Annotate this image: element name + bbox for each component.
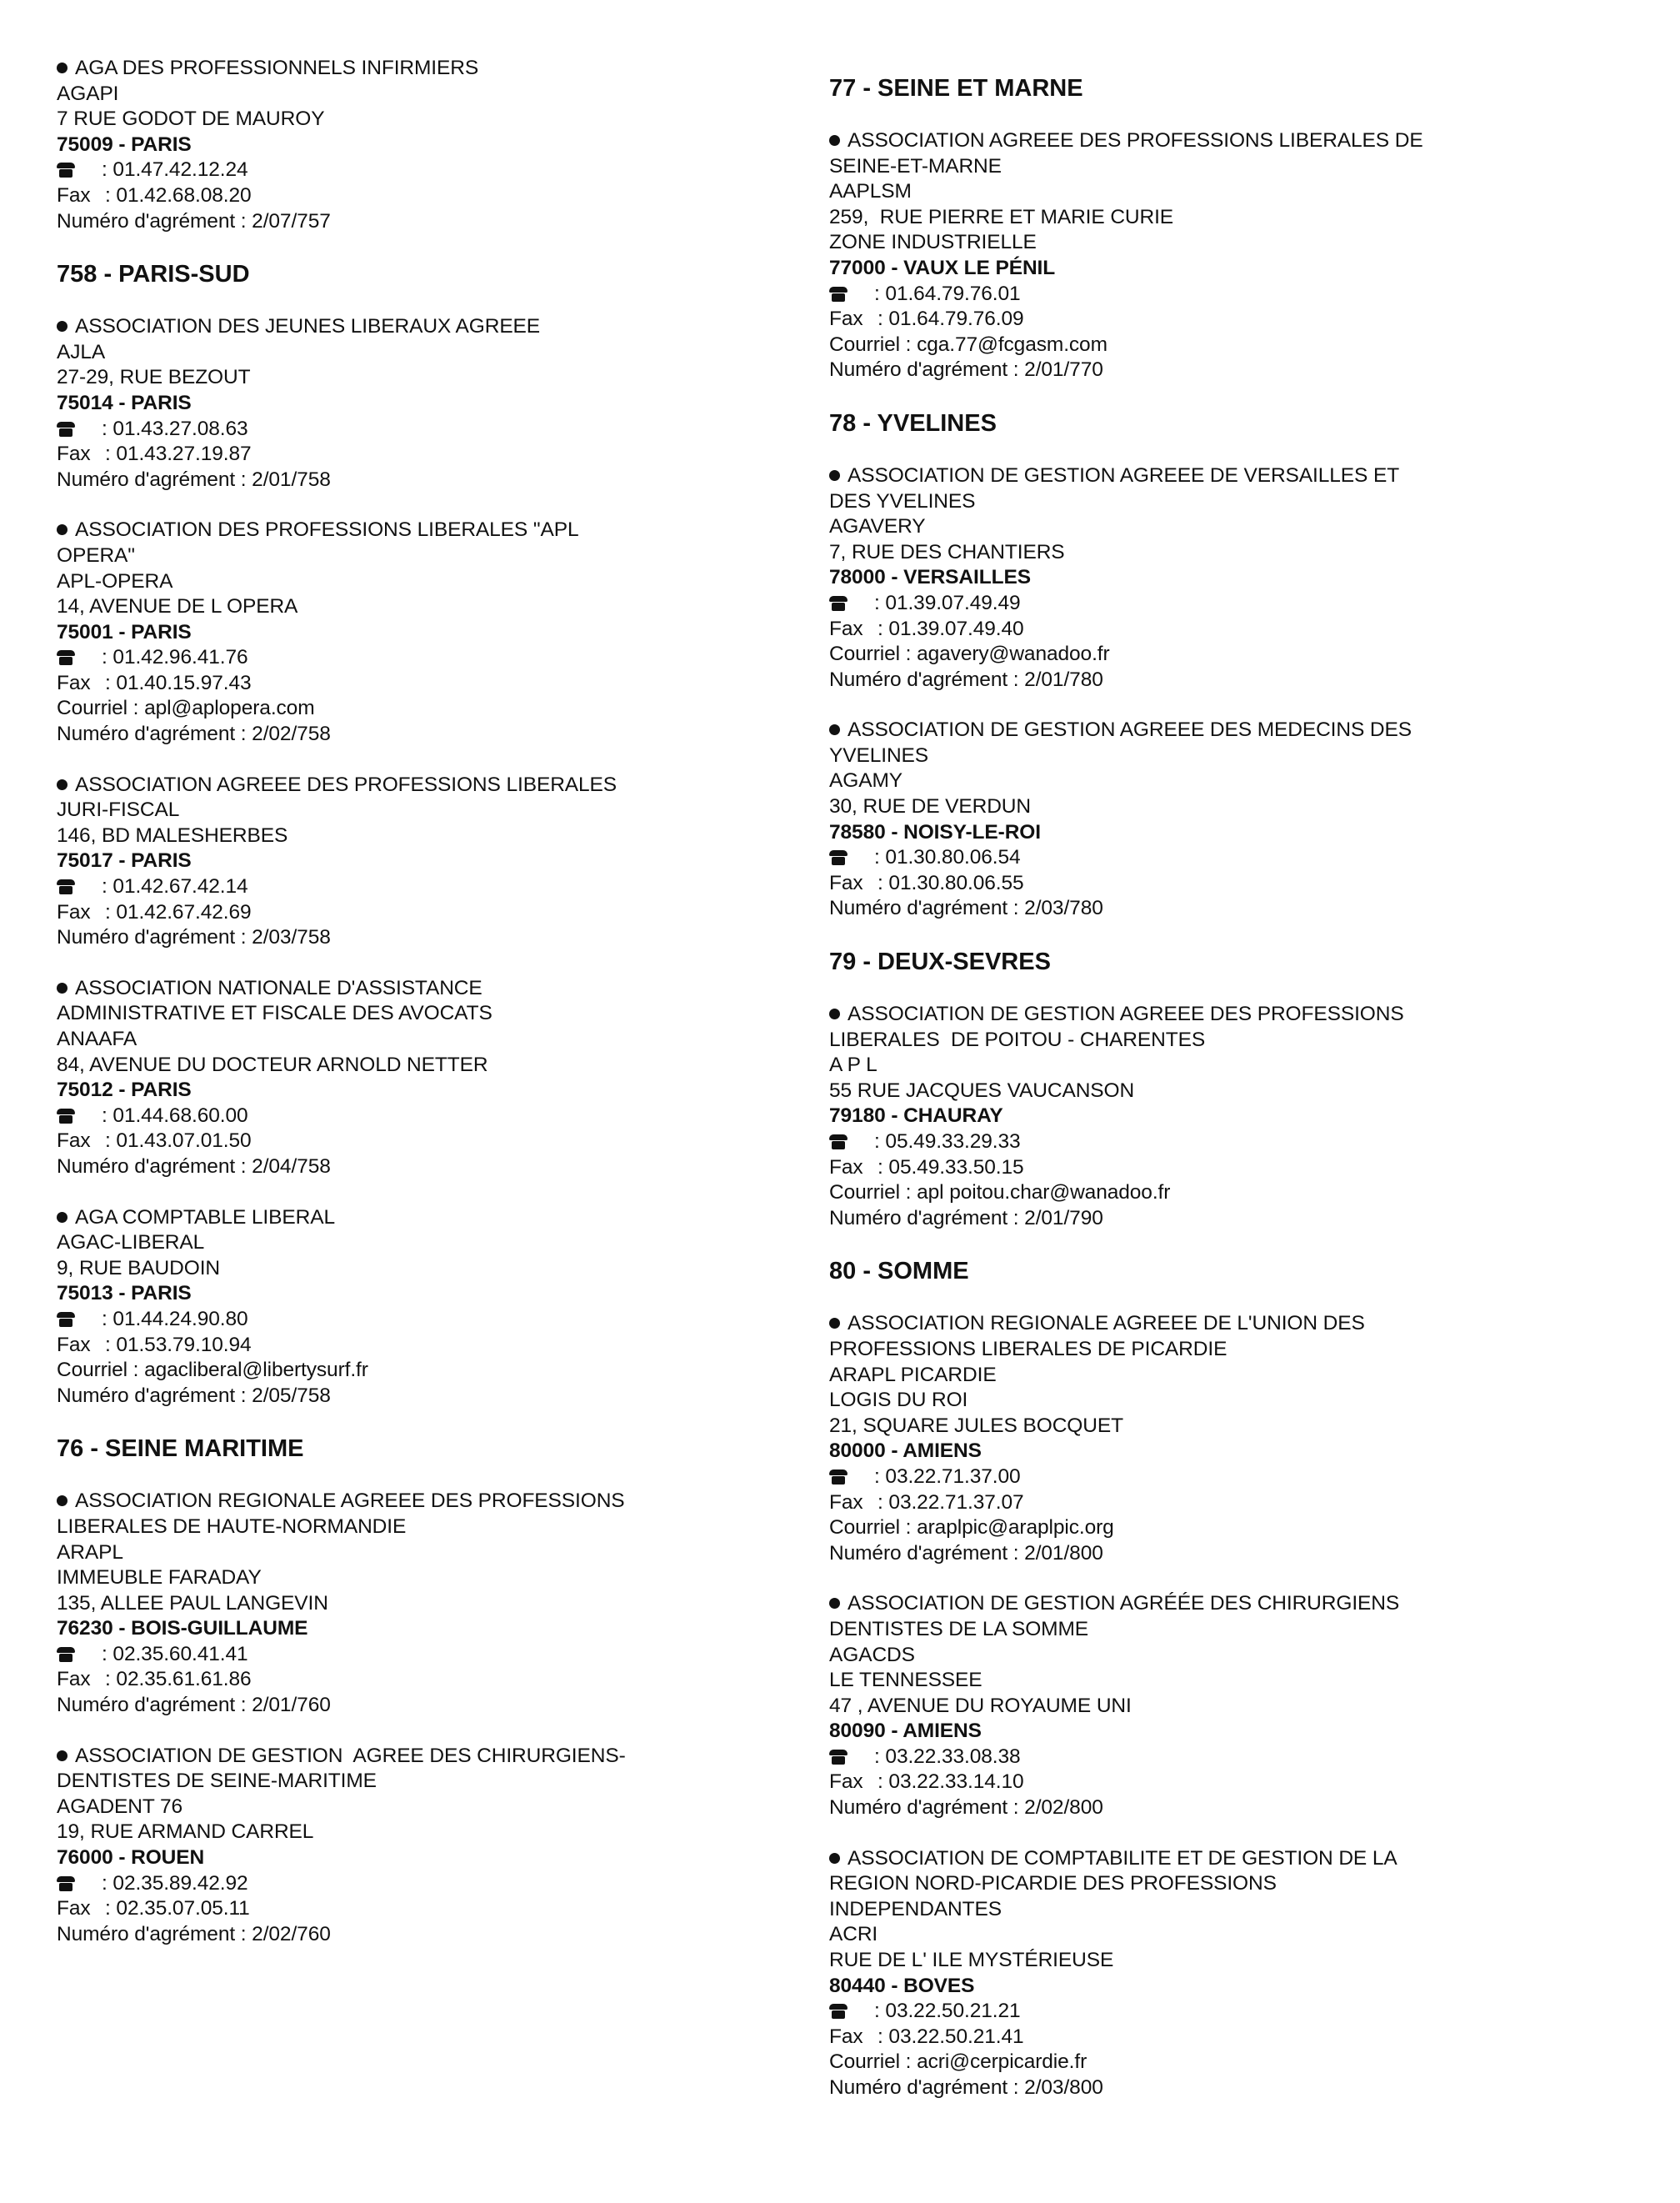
directory-entry: [829, 1846, 1654, 2101]
fax-number: : 01.42.67.42.69: [105, 900, 252, 924]
bullet-icon: [57, 983, 68, 994]
entry-name-text: ASSOCIATION DE GESTION AGREEE DE VERSAILLES ET: [848, 463, 1400, 487]
entry-name-line: [829, 718, 1654, 744]
phone-icon: [57, 879, 75, 894]
entry-name-line: [829, 154, 1654, 180]
entry-address: 7 RUE GODOT DE MAUROY: [57, 108, 325, 131]
phone-icon: [57, 1109, 75, 1124]
phone-icon: [57, 422, 75, 437]
fax-label: Fax: [829, 308, 863, 331]
entry-name-text: ASSOCIATION DE GESTION AGRÉÉE DES CHIRURGIENS: [848, 1592, 1400, 1615]
entry-phone: [57, 1871, 823, 1897]
entry-agrement: Numéro d'agrément : 2/02/760: [57, 1922, 331, 1945]
entry-name-line: [57, 543, 823, 569]
entry-name-line: [57, 1515, 823, 1540]
entry-fax: [829, 1770, 1654, 1795]
entry-agrement: Numéro d'agrément : 2/01/800: [829, 1541, 1103, 1565]
entry-name-text: AGA DES PROFESSIONNELS INFIRMIERS: [75, 57, 479, 79]
entry-email: Courriel : apl poitou.char@wanadoo.fr: [829, 1181, 1171, 1204]
phone-number: : 01.44.24.90.80: [102, 1307, 248, 1330]
entry-name-line: [829, 1617, 1654, 1643]
entry-name-line: [829, 128, 1654, 154]
entry-city: 75013 - PARIS: [57, 1282, 192, 1305]
entry-acronym: JURI-FISCAL: [57, 799, 180, 822]
phone-number: : 02.35.60.41.41: [102, 1642, 248, 1665]
fax-number: : 05.49.33.50.15: [878, 1155, 1024, 1179]
entry-city: 76230 - BOIS-GUILLAUME: [57, 1617, 308, 1640]
entry-fax: [829, 1490, 1654, 1516]
fax-label: Fax: [57, 1897, 91, 1920]
entry-email: Courriel : agacliberal@libertysurf.fr: [57, 1359, 368, 1382]
phone-number: : 05.49.33.29.33: [874, 1130, 1021, 1153]
entry-name-line: [829, 744, 1654, 769]
phone-number: : 03.22.50.21.21: [874, 2000, 1021, 2023]
entry-address: RUE DE L' ILE MYSTÉRIEUSE: [829, 1949, 1114, 1972]
entry-name-text: ASSOCIATION DE GESTION AGREEE DES MEDECINS DES: [848, 718, 1412, 742]
phone-icon: [57, 1647, 75, 1662]
fax-number: : 01.43.07.01.50: [105, 1129, 252, 1153]
section-heading: 77 - SEINE ET MARNE: [829, 75, 1083, 102]
bullet-icon: [829, 1853, 840, 1864]
entry-city: 75017 - PARIS: [57, 849, 192, 873]
entry-acronym: ARAPL: [57, 1540, 123, 1564]
entry-acronym: AGAPI: [57, 82, 119, 105]
entry-address: IMMEUBLE FARADAY: [57, 1566, 262, 1590]
entry-address: 30, RUE DE VERDUN: [829, 795, 1031, 819]
entry-fax: [829, 2025, 1654, 2050]
entry-fax: [57, 1333, 823, 1359]
entry-name-text: DES YVELINES: [829, 489, 976, 513]
entry-address: ZONE INDUSTRIELLE: [829, 231, 1037, 254]
directory-entry: [829, 1311, 1654, 1566]
entry-address: 9, RUE BAUDOIN: [57, 1256, 220, 1279]
phone-number: : 03.22.33.08.38: [874, 1745, 1021, 1768]
entry-fax: [829, 1155, 1654, 1181]
entry-address: 84, AVENUE DU DOCTEUR ARNOLD NETTER: [57, 1053, 488, 1076]
entry-address: 55 RUE JACQUES VAUCANSON: [829, 1079, 1135, 1102]
directory-entry: [829, 1591, 1654, 1820]
fax-label: Fax: [57, 671, 91, 694]
fax-number: : 02.35.07.05.11: [105, 1897, 250, 1920]
phone-number: : 01.64.79.76.01: [874, 282, 1021, 305]
entry-fax: [57, 183, 823, 209]
entry-city: 75001 - PARIS: [57, 620, 192, 643]
entry-agrement: Numéro d'agrément : 2/01/770: [829, 358, 1103, 382]
directory-entry: [57, 314, 823, 493]
phone-number: : 01.42.67.42.14: [102, 875, 248, 899]
entry-name-text: LIBERALES DE POITOU - CHARENTES: [829, 1028, 1206, 1051]
entry-address: 47 , AVENUE DU ROYAUME UNI: [829, 1694, 1132, 1717]
entry-name-line: [829, 1002, 1654, 1028]
phone-number: : 01.39.07.49.49: [874, 591, 1021, 614]
entry-name-text: AGA COMPTABLE LIBERAL: [75, 1205, 335, 1229]
fax-label: Fax: [57, 900, 91, 924]
directory-entry: [829, 463, 1654, 693]
entry-name-text: ASSOCIATION REGIONALE AGREEE DE L'UNION DES: [848, 1312, 1365, 1335]
fax-label: Fax: [829, 1155, 863, 1179]
entry-name-line: [829, 1591, 1654, 1617]
entry-phone: [829, 1999, 1654, 2025]
entry-fax: [57, 1896, 823, 1922]
bullet-icon: [57, 1495, 68, 1506]
entry-phone: [57, 1307, 823, 1333]
entry-city: 75014 - PARIS: [57, 391, 192, 414]
bullet-icon: [829, 724, 840, 735]
entry-acronym: AJLA: [57, 340, 106, 363]
entry-name-line: [57, 1744, 823, 1770]
directory-entry: [57, 1489, 823, 1718]
entry-phone: [829, 1129, 1654, 1155]
fax-label: Fax: [57, 183, 91, 207]
entry-name-text: ASSOCIATION DE GESTION AGREE DES CHIRURGIENS-: [75, 1744, 626, 1767]
entry-fax: [57, 442, 823, 468]
entry-address: 19, RUE ARMAND CARREL: [57, 1820, 314, 1844]
fax-label: Fax: [57, 1668, 91, 1691]
entry-name-line: [57, 1001, 823, 1027]
entry-address: 14, AVENUE DE L OPERA: [57, 595, 298, 618]
entry-address: 135, ALLEE PAUL LANGEVIN: [57, 1591, 328, 1615]
phone-number: : 03.22.71.37.00: [874, 1464, 1021, 1488]
fax-number: : 03.22.33.14.10: [878, 1770, 1024, 1794]
entry-name-text: ASSOCIATION DE COMPTABILITE ET DE GESTION DE LA: [848, 1846, 1398, 1870]
entry-city: 75009 - PARIS: [57, 133, 192, 156]
entry-name-line: [829, 1311, 1654, 1337]
fax-number: : 01.30.80.06.55: [878, 871, 1024, 894]
section-heading: 76 - SEINE MARITIME: [57, 1435, 304, 1463]
bullet-icon: [829, 1598, 840, 1609]
entry-name-text: INDEPENDANTES: [829, 1897, 1002, 1920]
directory-entry: [57, 976, 823, 1180]
entry-acronym: AAPLSM: [829, 180, 912, 203]
entry-phone: [57, 417, 823, 443]
entry-acronym: AGACDS: [829, 1643, 915, 1666]
entry-agrement: Numéro d'agrément : 2/02/758: [57, 723, 331, 746]
bullet-icon: [829, 470, 840, 481]
entry-name-line: [57, 1205, 823, 1231]
entry-name-text: ADMINISTRATIVE ET FISCALE DES AVOCATS: [57, 1002, 492, 1025]
entry-phone: [57, 1104, 823, 1129]
entry-city: 78000 - VERSAILLES: [829, 566, 1031, 589]
entry-agrement: Numéro d'agrément : 2/02/800: [829, 1796, 1103, 1820]
entry-phone: [829, 1745, 1654, 1770]
bullet-icon: [57, 524, 68, 535]
entry-name-line: [829, 1028, 1654, 1054]
entry-email: Courriel : apl@aplopera.com: [57, 697, 315, 720]
entry-name-text: PROFESSIONS LIBERALES DE PICARDIE: [829, 1337, 1228, 1360]
entry-agrement: Numéro d'agrément : 2/01/790: [829, 1206, 1103, 1229]
phone-icon: [829, 596, 848, 611]
fax-number: : 01.64.79.76.09: [878, 308, 1024, 331]
directory-entry: [57, 1205, 823, 1409]
entry-address: 27-29, RUE BEZOUT: [57, 366, 251, 389]
directory-entry: [829, 1002, 1654, 1231]
entry-phone: [829, 1464, 1654, 1490]
entry-name-line: [57, 56, 823, 82]
entry-name-line: [57, 314, 823, 340]
entry-agrement: Numéro d'agrément : 2/01/760: [57, 1694, 331, 1717]
phone-number: : 01.47.42.12.24: [102, 158, 248, 182]
entry-email: Courriel : cga.77@fcgasm.com: [829, 333, 1108, 356]
bullet-icon: [829, 1009, 840, 1019]
phone-icon: [829, 287, 848, 302]
phone-icon: [829, 850, 848, 865]
entry-acronym: ACRI: [829, 1923, 878, 1946]
entry-agrement: Numéro d'agrément : 2/01/758: [57, 468, 331, 491]
section-heading: 79 - DEUX-SEVRES: [829, 949, 1051, 976]
entry-name-text: ASSOCIATION NATIONALE D'ASSISTANCE: [75, 976, 482, 999]
entry-agrement: Numéro d'agrément : 2/01/780: [829, 668, 1103, 691]
fax-number: : 03.22.50.21.41: [878, 2025, 1024, 2048]
entry-name-line: [57, 1769, 823, 1795]
entry-agrement: Numéro d'agrément : 2/05/758: [57, 1384, 331, 1407]
section-heading: 758 - PARIS-SUD: [57, 261, 250, 288]
directory-entry: [57, 518, 823, 747]
entry-acronym: ANAAFA: [57, 1028, 138, 1050]
phone-number: : 02.35.89.42.92: [102, 1871, 248, 1895]
fax-number: : 02.35.61.61.86: [105, 1668, 252, 1691]
section-heading: 80 - SOMME: [829, 1258, 969, 1285]
directory-entry: [57, 56, 823, 234]
phone-icon: [57, 1312, 75, 1327]
entry-city: 79180 - CHAURAY: [829, 1104, 1003, 1128]
entry-address: 21, SQUARE JULES BOCQUET: [829, 1414, 1123, 1437]
fax-number: : 01.42.68.08.20: [105, 183, 252, 207]
phone-icon: [57, 650, 75, 665]
fax-label: Fax: [57, 1129, 91, 1153]
entry-address: 259, RUE PIERRE ET MARIE CURIE: [829, 205, 1174, 228]
fax-number: : 01.40.15.97.43: [105, 671, 252, 694]
entry-address: 146, BD MALESHERBES: [57, 824, 288, 847]
entry-name-line: [829, 489, 1654, 515]
entry-acronym: A P L: [829, 1054, 878, 1077]
bullet-icon: [57, 63, 68, 73]
entry-name-line: [57, 1489, 823, 1515]
fax-number: : 03.22.71.37.07: [878, 1490, 1024, 1514]
bullet-icon: [57, 1750, 68, 1761]
phone-number: : 01.43.27.08.63: [102, 417, 248, 440]
entry-address: 7, RUE DES CHANTIERS: [829, 540, 1065, 563]
phone-number: : 01.42.96.41.76: [102, 646, 248, 669]
bullet-icon: [57, 779, 68, 790]
bullet-icon: [57, 1212, 68, 1223]
fax-number: : 01.43.27.19.87: [105, 443, 252, 466]
entry-acronym: AGAC-LIBERAL: [57, 1231, 205, 1254]
right-column: [829, 0, 1654, 2126]
fax-number: : 01.39.07.49.40: [878, 617, 1024, 640]
entry-email: Courriel : araplpic@araplpic.org: [829, 1516, 1114, 1540]
entry-name-text: ASSOCIATION DE GESTION AGREEE DES PROFESSIONS: [848, 1003, 1404, 1026]
entry-city: 80440 - BOVES: [829, 1974, 975, 1997]
entry-name-line: [57, 518, 823, 543]
phone-icon: [829, 2004, 848, 2019]
directory-entry: [829, 718, 1654, 922]
entry-phone: [829, 845, 1654, 871]
entry-phone: [57, 1642, 823, 1668]
entry-agrement: Numéro d'agrément : 2/04/758: [57, 1154, 331, 1178]
fax-number: : 01.53.79.10.94: [105, 1333, 252, 1356]
entry-phone: [829, 591, 1654, 617]
phone-icon: [829, 1750, 848, 1765]
phone-icon: [829, 1134, 848, 1149]
phone-icon: [829, 1470, 848, 1485]
entry-fax: [829, 307, 1654, 333]
entry-acronym: APL-OPERA: [57, 569, 173, 593]
entry-name-line: [829, 463, 1654, 489]
entry-city: 80000 - AMIENS: [829, 1439, 982, 1463]
entry-acronym: ARAPL PICARDIE: [829, 1363, 997, 1386]
fax-label: Fax: [829, 617, 863, 640]
entry-name-text: SEINE-ET-MARNE: [829, 154, 1002, 178]
fax-label: Fax: [829, 1490, 863, 1514]
fax-label: Fax: [57, 1333, 91, 1356]
entry-phone: [829, 282, 1654, 308]
entry-phone: [57, 645, 823, 671]
entry-email: Courriel : acri@cerpicardie.fr: [829, 2050, 1088, 2074]
entry-name-line: [829, 1337, 1654, 1363]
entry-city: 76000 - ROUEN: [57, 1846, 205, 1870]
entry-address: LOGIS DU ROI: [829, 1389, 968, 1412]
entry-fax: [57, 900, 823, 926]
entry-name-text: ASSOCIATION DES PROFESSIONS LIBERALES "APL: [75, 518, 579, 542]
bullet-icon: [829, 135, 840, 146]
directory-entry: [829, 128, 1654, 383]
entry-city: 80090 - AMIENS: [829, 1720, 982, 1743]
entry-name-line: [829, 1871, 1654, 1897]
entry-name-text: DENTISTES DE SEINE-MARITIME: [57, 1770, 377, 1793]
directory-entry: [57, 1744, 823, 1948]
entry-address: LE TENNESSEE: [829, 1669, 982, 1692]
phone-number: : 01.30.80.06.54: [874, 846, 1021, 869]
fax-label: Fax: [829, 871, 863, 894]
entry-name-text: DENTISTES DE LA SOMME: [829, 1617, 1089, 1640]
entry-email: Courriel : agavery@wanadoo.fr: [829, 643, 1110, 666]
directory-entry: [57, 773, 823, 951]
entry-name-line: [829, 1897, 1654, 1923]
entry-fax: [829, 617, 1654, 643]
entry-agrement: Numéro d'agrément : 2/03/758: [57, 926, 331, 949]
entry-name-text: ASSOCIATION REGIONALE AGREEE DES PROFESSIONS: [75, 1490, 625, 1513]
entry-fax: [829, 871, 1654, 897]
entry-city: 78580 - NOISY-LE-ROI: [829, 820, 1041, 844]
fax-label: Fax: [829, 2025, 863, 2048]
entry-name-text: REGION NORD-PICARDIE DES PROFESSIONS: [829, 1872, 1277, 1895]
bullet-icon: [57, 321, 68, 332]
entry-name-text: ASSOCIATION AGREEE DES PROFESSIONS LIBERALES DE: [848, 129, 1423, 152]
phone-number: : 01.44.68.60.00: [102, 1104, 248, 1127]
section-heading: 78 - YVELINES: [829, 409, 997, 437]
entry-agrement: Numéro d'agrément : 2/07/757: [57, 209, 331, 233]
fax-label: Fax: [57, 443, 91, 466]
entry-acronym: AGAVERY: [829, 515, 926, 538]
entry-phone: [57, 874, 823, 900]
entry-name-text: YVELINES: [829, 744, 929, 767]
entry-name-line: [57, 976, 823, 1002]
fax-label: Fax: [829, 1770, 863, 1794]
phone-icon: [57, 163, 75, 178]
entry-name-text: ASSOCIATION DES JEUNES LIBERAUX AGREEE: [75, 315, 541, 338]
entry-name-line: [57, 773, 823, 799]
entry-name-text: ASSOCIATION AGREEE DES PROFESSIONS LIBERALES: [75, 773, 618, 796]
entry-agrement: Numéro d'agrément : 2/03/780: [829, 897, 1103, 920]
phone-icon: [57, 1876, 75, 1891]
entry-acronym: AGADENT 76: [57, 1795, 183, 1818]
entry-city: 77000 - VAUX LE PÉNIL: [829, 256, 1056, 279]
entry-city: 75012 - PARIS: [57, 1079, 192, 1102]
entry-acronym: AGAMY: [829, 769, 902, 793]
entry-name-text: LIBERALES DE HAUTE-NORMANDIE: [57, 1515, 407, 1538]
left-column: [57, 0, 823, 1972]
entry-phone: [57, 158, 823, 183]
entry-name-text: OPERA": [57, 543, 135, 567]
entry-fax: [57, 1129, 823, 1154]
entry-agrement: Numéro d'agrément : 2/03/800: [829, 2076, 1103, 2099]
entry-fax: [57, 671, 823, 697]
entry-name-line: [829, 1846, 1654, 1872]
entry-fax: [57, 1667, 823, 1693]
bullet-icon: [829, 1318, 840, 1329]
